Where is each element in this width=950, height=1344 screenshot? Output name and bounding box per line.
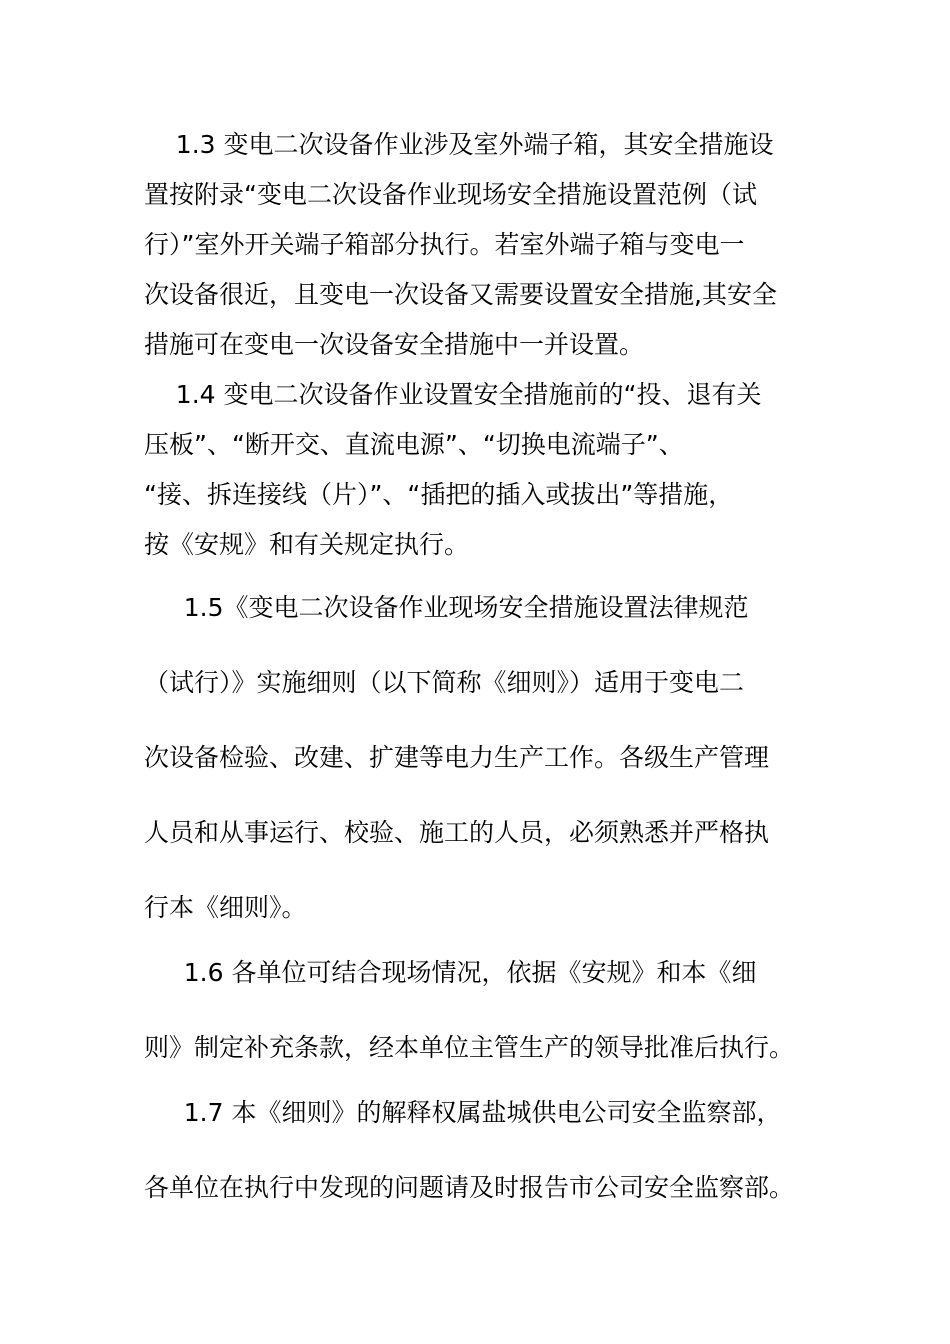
paragraph-1-6 [144,935,794,1085]
text-line: （试行）》实施细则（以下简称《细则》）适用于变电二 [144,668,745,697]
paragraph-1-7 [144,1075,794,1225]
text-line: 行本《细则》。 [144,893,307,922]
text-line: 次设备很近，且变电一次设备又需要设置安全措施,其安全 [144,280,777,309]
text-line: 行）”室外开关端子箱部分执行。若室外端子箱与变电一 [144,230,745,259]
text-line: 次设备检验、改建、扩建等电力生产工作。各级生产管理 [144,743,770,772]
text-line: 人员和从事运行、校验、施工的人员，必须熟悉并严格执 [144,818,770,847]
text-line: 1.7 本《细则》的解释权属盐城供电公司安全监察部， [144,1098,782,1127]
text-line: 置按附录“变电二次设备作业现场安全措施设置范例（试 [144,180,757,209]
text-line: 压板”、“断开交、直流电源”、“切换电流端子”、 [144,430,684,459]
text-line: 1.5《变电二次设备作业现场安全措施设置法律规范 [144,593,749,622]
text-line: 按《安规》和有关规定执行。 [144,530,470,559]
paragraph-1-5 [144,570,769,945]
paragraph-1-4 [144,370,761,570]
text-line: “接、拆连接线（片）”、“插把的插入或拔出”等措施， [144,480,734,509]
paragraph-1-3 [144,120,777,370]
text-line: 1.6 各单位可结合现场情况，依据《安规》和本《细 [144,958,757,987]
text-line: 各单位在执行中发现的问题请及时报告市公司安全监察部。 [144,1173,795,1202]
text-line: 措施可在变电一次设备安全措施中一并设置。 [144,330,645,359]
text-line: 则》制定补充条款，经本单位主管生产的领导批准后执行。 [144,1033,795,1062]
text-line: 1.3 变电二次设备作业涉及室外端子箱，其安全措施设 [144,130,774,159]
text-line: 1.4 变电二次设备作业设置安全措施前的“投、退有关 [144,380,762,409]
